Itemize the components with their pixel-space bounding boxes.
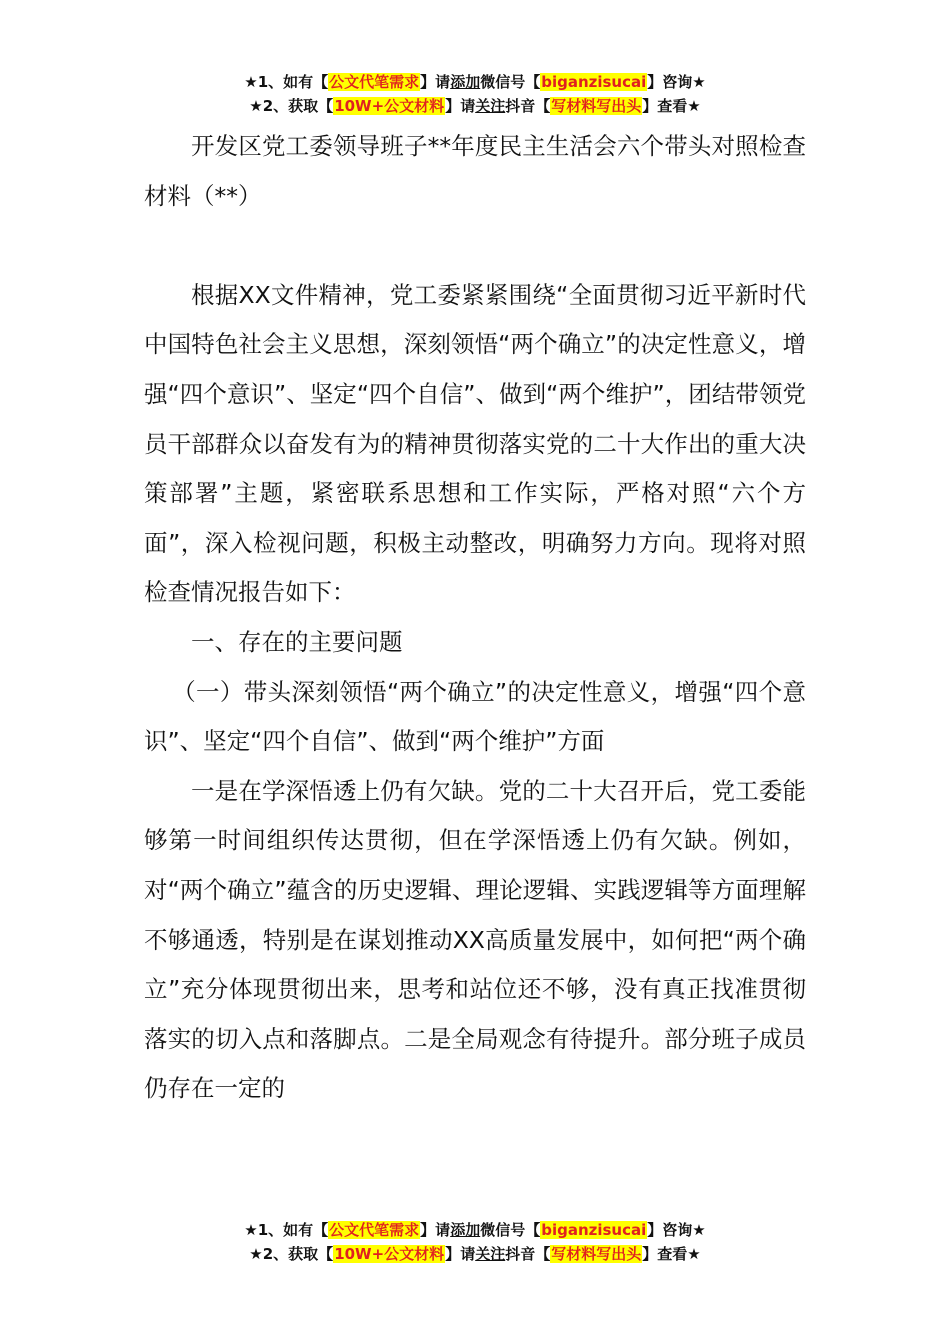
promo-line-2: ★2、获取【10W+公文材料】请关注抖音【写材料写出头】查看★ bbox=[249, 97, 701, 115]
promo-line-1: ★1、如有【公文代笔需求】请添加微信号【biganzisucai】咨询★ bbox=[244, 1221, 706, 1239]
top-promo-banner bbox=[0, 70, 950, 118]
highlight-materials: 10W+公文材料 bbox=[334, 1245, 445, 1263]
document-title: 开发区党工委领导班子**年度民主生活会六个带头对照检查材料（**） bbox=[144, 132, 806, 210]
highlight-materials: 10W+公文材料 bbox=[334, 97, 445, 115]
subsection-heading: （一）带头深刻领悟“两个确立”的决定性意义，增强“四个意识”、坚定“四个自信”、做到“两个维护”方面 bbox=[144, 677, 806, 756]
intro-paragraph: 根据XX文件精神，党工委紧紧围绕“全面贯彻习近平新时代中国特色社会主义思想，深刻领悟“两个确立”的决定性意义，增强“四个意识”、坚定“四个自信”、做到“两个维护”，团结带领党员干部群众以奋发有为的精神贯彻落实党的二十大作出的重大决策部署”主题，紧密联系思想和工作实际，严格对照“六个方面”，深入检视问题，积极主动整改，明确努力方向。现将对照检查情况报告如下： bbox=[144, 280, 806, 607]
bottom-promo-banner bbox=[0, 1218, 950, 1266]
highlight-service: 公文代笔需求 bbox=[329, 73, 420, 91]
section-heading: 一、存在的主要问题 bbox=[191, 627, 403, 656]
highlight-wechat-id: biganzisucai bbox=[541, 1221, 647, 1239]
highlight-service: 公文代笔需求 bbox=[329, 1221, 420, 1239]
document-body bbox=[144, 122, 806, 1114]
promo-line-2: ★2、获取【10W+公文材料】请关注抖音【写材料写出头】查看★ bbox=[249, 1245, 701, 1263]
promo-line-1: ★1、如有【公文代笔需求】请添加微信号【biganzisucai】咨询★ bbox=[244, 73, 706, 91]
highlight-douyin-account: 写材料写出头 bbox=[551, 97, 642, 115]
highlight-wechat-id: biganzisucai bbox=[541, 73, 647, 91]
highlight-douyin-account: 写材料写出头 bbox=[551, 1245, 642, 1263]
body-paragraph: 一是在学深悟透上仍有欠缺。党的二十大召开后，党工委能够第一时间组织传达贯彻，但在学深悟透上仍有欠缺。例如，对“两个确立”蕴含的历史逻辑、理论逻辑、实践逻辑等方面理解不够通透，特别是在谋划推动XX高质量发展中，如何把“两个确立”充分体现贯彻出来，思考和站位还不够，没有真正找准贯彻落实的切入点和落脚点。二是全局观念有待提升。部分班子成员仍存在一定的 bbox=[144, 776, 806, 1103]
